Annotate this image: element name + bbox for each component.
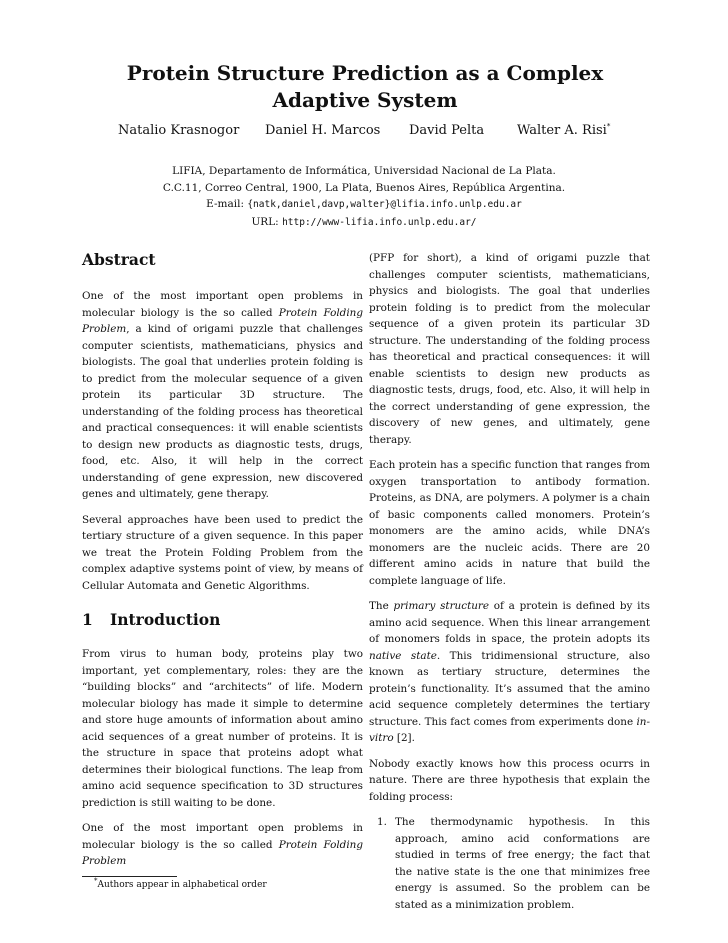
section-title: Introduction [110,610,221,629]
section-number: 1 [82,610,93,629]
abstract-paragraph: Several approaches have been used to predict the tertiary structure of a given sequence. In this paper we treat the Protein Folding Problem from the complex adaptive systems point of view, by means of Cellular Automata and Genetic Algorithms. [82,513,363,592]
body-paragraph: From virus to human body, proteins play two important, yet complementary, roles: they are the “building blocks” and “architects” of life. Modern molecular biology has made it simple to determine and store huge amounts of information about amino acid sequences of a great number of proteins. It is the structure in space that proteins adopt what determines their biological functions. The leap from amino acid sequence specification to 3D structures prediction is still waiting to be done. [82,648,363,809]
body-paragraph: Each protein has a specific function that ranges from oxygen transportation to antibody formation. Proteins, as DNA, are polymers. A polymer is a chain of basic components called monomers. Protein’s monomers are the amino acids, while DNA’s monomers are the nucleic acids. There are 20 different amino acids in nature that build the complete language of life. [369,459,651,587]
affiliation-line: C.C.11, Correo Central, 1900, La Plata, Buenos Aires, República Argentina. [162,181,566,194]
list-text: The thermodynamic hypothesis. In this approach, amino acid conformations are studied in terms of free energy; the fact that the native state is the one that minimizes free energy is assumed. So the problem can be stated as a minimization problem. [395,816,650,911]
text-run: The [369,600,394,612]
text-run: , a kind of origami puzzle that challenges computer scientists, mathematicians, physics and biologists. The goal that underlies protein folding is to predict from the molecular sequence of a given protein its particular 3D structure. The understanding of the folding process has theoretical and practical consequences: it will enable scientists to design new products as diagnostic tests, drugs, food, etc. Also, it will help in the correct understanding of gene expression, new discovered genes and ultimately, gene therapy. [82,323,363,500]
email-address: {natk,daniel,davp,walter}@lifia.info.unlp.edu.ar [247,199,522,210]
emphasis: Protein Folding Problem [82,838,363,867]
author-name: Walter A. Risi [517,123,607,138]
body-paragraph [82,820,363,870]
right-column [369,250,650,913]
author-name-with-mark [517,123,610,138]
url-link: http://www-lifia.info.unlp.edu.ar/ [282,216,477,228]
affiliation-line: LIFIA, Departamento de Informática, Universidad Nacional de La Plata. [172,165,556,177]
text-run: One of the most important open problems in molecular biology is the so called [82,290,363,319]
footnote-mark: * [606,122,611,131]
text-run: [2]. [393,732,415,744]
footnote-text: Authors appear in alphabetical order [97,879,267,890]
text-run: . This tridimensional structure, also known as tertiary structure, determines the protein’s functionality. It’s assumed that the amino acid sequence completely determines the tertiary structure. This fact comes from experiments done [369,649,650,728]
author-list [0,123,728,143]
url-label: URL: [251,215,283,228]
author-name: Natalio Krasnogor [118,123,240,138]
text-run: of a protein is defined by its amino acid sequence. When this linear arrangement of monomers folds in space, the protein adopts its [369,600,650,645]
body-paragraph [369,598,650,747]
author-name: David Pelta [409,123,485,138]
list-number: 1. [377,816,387,828]
paper-title: Protein Structure Prediction as a Complex Adaptive System [126,61,604,112]
emphasis: Protein Folding Problem [82,306,363,335]
affiliation-block [0,163,728,231]
hypothesis-list [369,814,650,913]
left-column [82,250,363,891]
abstract-heading: Abstract [82,250,156,269]
emphasis: in-vitro [369,715,650,744]
abstract-paragraph [82,288,363,503]
email-line [0,196,728,214]
footnote-mark: * [94,876,98,885]
section-heading [82,610,363,630]
url-line [0,214,728,232]
text-run: One of the most important open problems in molecular biology is the so called [82,822,363,851]
author-name: Daniel H. Marcos [265,123,381,138]
list-item [369,814,650,913]
footnote [82,876,363,891]
emphasis: primary structure [393,600,490,612]
email-label: E-mail: [206,198,248,210]
emphasis: native state [369,649,437,662]
body-paragraph: Nobody exactly knows how this process ocurrs in nature. There are three hypothesis that explain the folding process: [369,757,650,803]
body-paragraph: (PFP for short), a kind of origami puzzle that challenges computer scientists, mathematicians, physics and biologists. The goal that underlies protein folding is to predict from the molecular sequence of a given protein its particular 3D structure. The understanding of the folding process has theoretical and practical consequences: it will enable scientists to design new products as diagnostic tests, drugs, food, etc. Also, it will help in the correct understanding of gene expression, the discovery of new genes, and ultimately, gene therapy. [369,252,650,446]
